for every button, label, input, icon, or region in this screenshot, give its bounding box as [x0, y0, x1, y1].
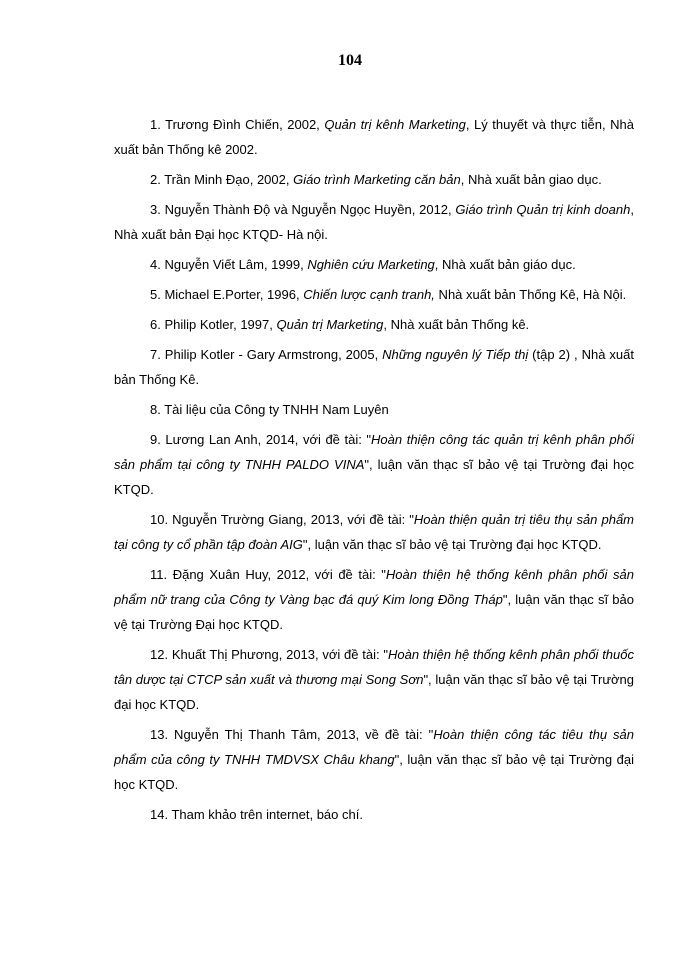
- reference-text: 8. Tài liệu của Công ty TNHH Nam Luyên: [150, 402, 389, 417]
- reference-text: , Nhà xuất bản giao dục.: [460, 172, 602, 187]
- reference-title: Hoàn thiện công tác tiêu thụ sản phẩm của công ty TNHH TMDVSX Châu khang: [114, 727, 634, 767]
- reference-text: 2. Trần Minh Đạo, 2002,: [150, 172, 294, 187]
- reference-list: [114, 112, 634, 832]
- reference-title: Những nguyên lý Tiếp thị: [382, 347, 529, 362]
- reference-text: 14. Tham khảo trên internet, báo chí.: [150, 807, 363, 822]
- reference-text: , Nhà xuất bản Đại học KTQD- Hà nội.: [114, 202, 634, 242]
- reference-item: [114, 427, 634, 502]
- reference-title: Hoàn thiện công tác quản trị kênh phân phối sản phẩm tại công ty TNHH PALDO VINA: [114, 432, 634, 472]
- reference-text: ", luận văn thạc sĩ bảo vệ tại Trường đại học KTQD.: [302, 537, 602, 552]
- reference-title: Hoàn thiện quản trị tiêu thụ sản phẩm tại công ty cổ phần tập đoàn AIG: [114, 512, 634, 552]
- reference-text: Nhà xuất bản Thống Kê, Hà Nội.: [434, 287, 627, 302]
- reference-text: ", luận văn thạc sĩ bảo vệ tại Trường đại học KTQD.: [114, 457, 634, 497]
- reference-text: , Lý thuyết và thực tiễn, Nhà xuất bản Thống kê 2002.: [114, 117, 635, 157]
- reference-text: 9. Lương Lan Anh, 2014, với đề tài: ": [150, 432, 372, 447]
- reference-text: 11. Đặng Xuân Huy, 2012, với đề tài: ": [150, 567, 386, 582]
- reference-item: [114, 197, 634, 247]
- reference-item: [114, 642, 634, 717]
- reference-text: ", luận văn thạc sĩ bảo vệ tại Trường đại học KTQD.: [114, 672, 635, 712]
- reference-item: [114, 722, 634, 797]
- reference-text: (tập 2) , Nhà xuất bản Thống Kê.: [114, 347, 634, 387]
- reference-item: [114, 312, 634, 337]
- reference-item: [114, 112, 634, 162]
- reference-text: ", luận văn thạc sĩ bảo vệ tại Trường đại học KTQD.: [114, 752, 634, 792]
- reference-title: Hoàn thiện hệ thống kênh phân phối sản phẩm nữ trang của Công ty Vàng bạc đá quý Kim long Đồng Tháp: [114, 567, 634, 607]
- reference-text: 1. Trương Đình Chiến, 2002,: [150, 117, 325, 132]
- reference-text: 10. Nguyễn Trường Giang, 2013, với đề tài: ": [150, 512, 414, 527]
- reference-title: Quản trị Marketing: [276, 317, 384, 332]
- reference-text: , Nhà xuất bản Thống kê.: [383, 317, 530, 332]
- reference-text: 4. Nguyễn Viết Lâm, 1999,: [150, 257, 308, 272]
- reference-item: [114, 802, 634, 827]
- reference-title: Giáo trình Marketing căn bản: [293, 172, 461, 187]
- reference-title: Hoàn thiện hệ thống kênh phân phối thuốc tân dược tại CTCP sản xuất và thương mại Song Sơn: [114, 647, 634, 687]
- reference-text: 5. Michael E.Porter, 1996,: [150, 287, 304, 302]
- reference-item: [114, 167, 634, 192]
- reference-text: 7. Philip Kotler - Gary Armstrong, 2005,: [150, 347, 383, 362]
- reference-text: 3. Nguyễn Thành Độ và Nguyễn Ngọc Huyền, 2012,: [150, 202, 456, 217]
- page-number: 104: [338, 52, 362, 69]
- reference-item: [114, 252, 634, 277]
- reference-item: [114, 507, 634, 557]
- reference-title: Quản trị kênh Marketing: [324, 117, 466, 132]
- reference-text: 6. Philip Kotler, 1997,: [150, 317, 277, 332]
- reference-item: [114, 342, 634, 392]
- reference-item: [114, 562, 634, 637]
- reference-item: [114, 397, 634, 422]
- reference-title: Giáo trình Quản trị kinh doanh: [455, 202, 631, 217]
- reference-title: Chiến lược cạnh tranh,: [303, 287, 435, 302]
- reference-text: , Nhà xuất bản giáo dục.: [434, 257, 576, 272]
- reference-title: Nghiên cứu Marketing: [307, 257, 435, 272]
- reference-item: [114, 282, 634, 307]
- reference-text: 12. Khuất Thị Phương, 2013, với đề tài: ": [150, 647, 388, 662]
- reference-text: 13. Nguyễn Thị Thanh Tâm, 2013, về đề tài: ": [150, 727, 434, 742]
- reference-text: ", luận văn thạc sĩ bảo vệ tại Trường Đại học KTQD.: [114, 592, 635, 632]
